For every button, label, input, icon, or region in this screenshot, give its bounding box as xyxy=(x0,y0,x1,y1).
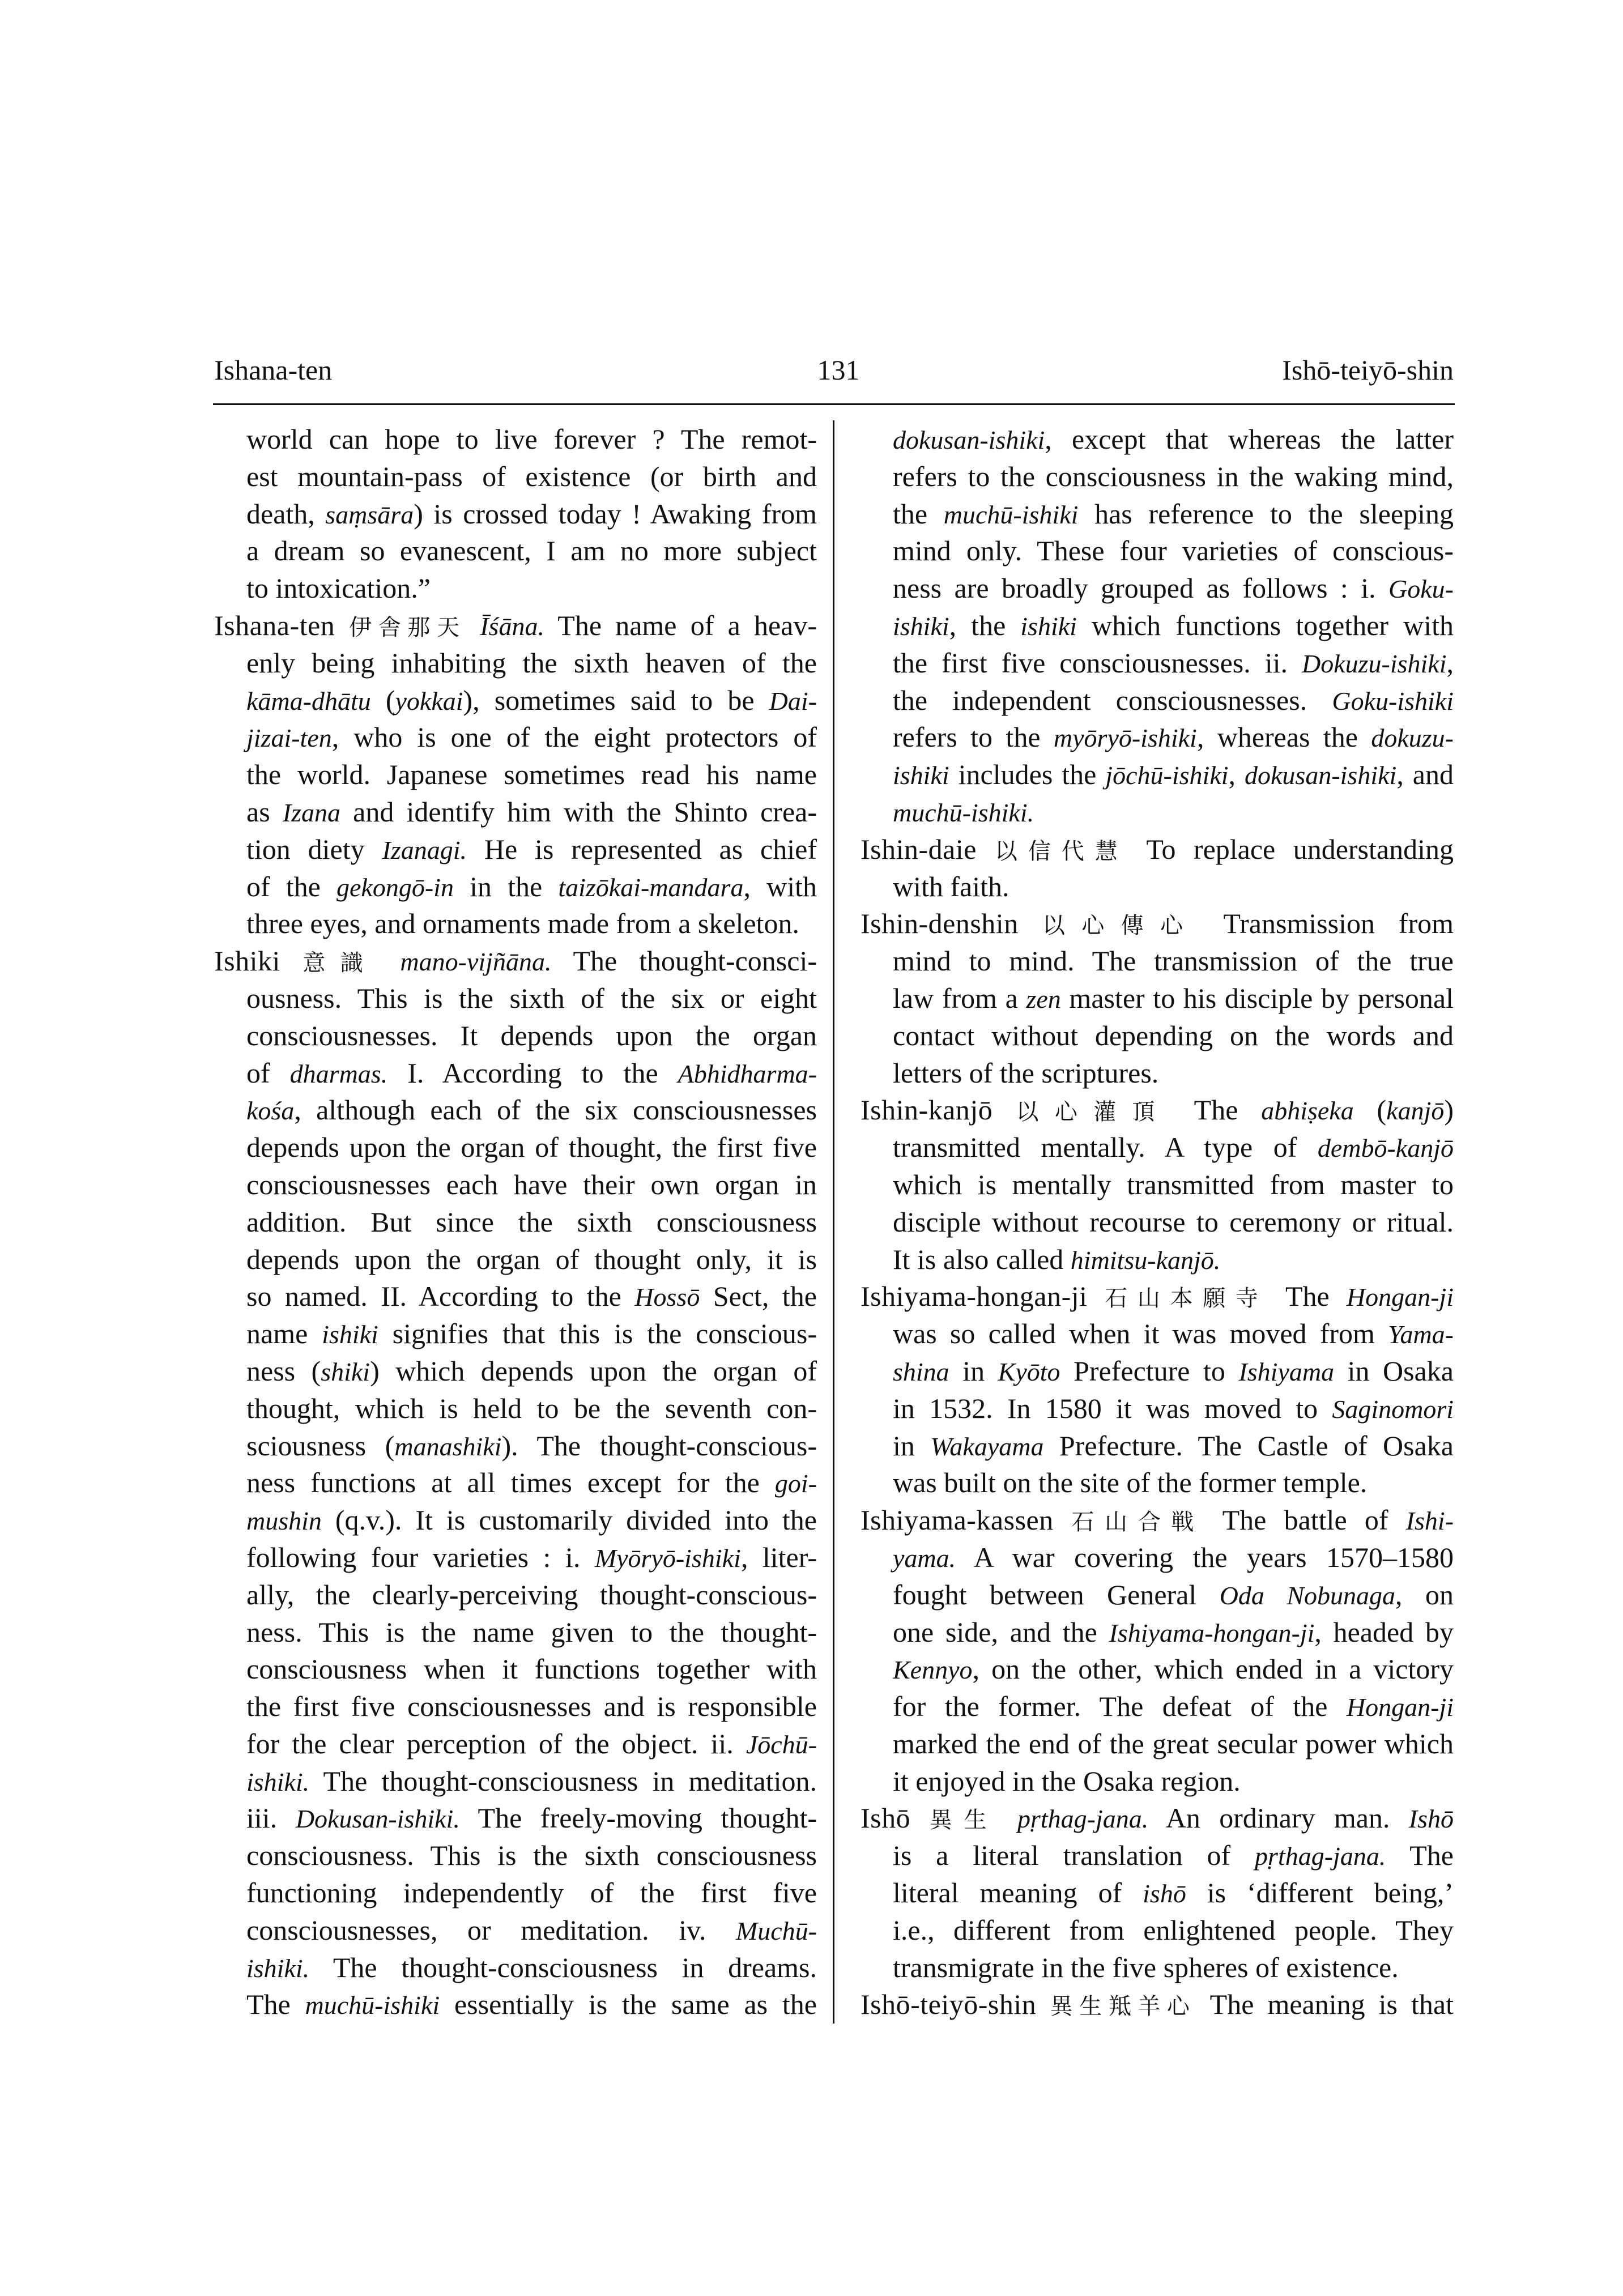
text-line xyxy=(246,1577,817,1614)
text-run: essentially is the same as the xyxy=(440,1988,817,2021)
italic-term: himitsu-kanjō. xyxy=(1070,1245,1221,1275)
text-line xyxy=(246,1204,817,1241)
text-run: ness. This is the name given to the thought- xyxy=(246,1616,817,1648)
text-run: The name of a heav- xyxy=(544,609,817,641)
text-line xyxy=(893,607,1454,645)
text-run: the first five consciousnesses and is responsible xyxy=(246,1690,817,1723)
headword: Ishō-teiyō-shin xyxy=(861,1988,1050,2021)
kanji-term: 異生 xyxy=(929,1807,1017,1834)
text-line xyxy=(893,1539,1454,1577)
text-run: enly being inhabiting the sixth heaven of the xyxy=(246,646,817,679)
text-run: The thought-consciousness in dreams. xyxy=(309,1951,817,1983)
text-run: includes the xyxy=(949,759,1106,791)
italic-term: pṛthag-jana. xyxy=(1255,1842,1386,1871)
italic-term: mano-vijñāna. xyxy=(400,947,552,977)
text-run: which is mentally transmitted from master to xyxy=(893,1168,1454,1200)
text-run: The xyxy=(1194,1094,1262,1126)
text-line xyxy=(246,1912,817,1949)
italic-term: Izanagi. xyxy=(382,835,467,864)
kanji-term: 異生羝羊心 xyxy=(1050,1993,1210,2020)
italic-term: Hossō xyxy=(634,1283,700,1312)
text-run: disciple without recourse to ceremony or ritual. xyxy=(893,1205,1454,1238)
text-run: ) xyxy=(1444,1094,1454,1126)
italic-term: Dai- xyxy=(769,686,817,715)
text-run: law from a xyxy=(893,982,1026,1014)
text-line xyxy=(893,1577,1454,1614)
text-line xyxy=(246,1502,817,1539)
text-run: est mountain-pass of existence (or birth and xyxy=(246,460,817,492)
text-run: so named. II. According to the xyxy=(246,1280,635,1313)
text-run: letters of the scriptures. xyxy=(893,1057,1159,1089)
text-line xyxy=(246,980,817,1017)
text-line xyxy=(246,421,817,458)
italic-term: Dokuzu-ishiki xyxy=(1301,649,1447,678)
text-run: ally, the clearly-perceiving thought-conscious- xyxy=(246,1578,817,1611)
italic-term: Ishiyama xyxy=(1238,1357,1335,1386)
text-run: for the former. The defeat of the xyxy=(893,1690,1347,1723)
text-line xyxy=(893,980,1454,1017)
text-line xyxy=(246,719,817,756)
text-run: a dream so evanescent, I am no more subject xyxy=(246,535,817,567)
text-run: transmigrate in the five spheres of existence. xyxy=(893,1951,1399,1983)
text-run: three eyes, and ornaments made from a skeleton. xyxy=(246,908,800,940)
italic-term: Myōryō-ishiki xyxy=(594,1543,741,1573)
headword: Ishin-denshin xyxy=(861,908,1043,940)
text-run: He is represented as chief xyxy=(467,833,817,865)
text-run: The battle of xyxy=(1222,1504,1406,1536)
text-run: consciousnesses each have their own organ in xyxy=(246,1168,817,1200)
text-line xyxy=(246,1092,817,1129)
text-line xyxy=(893,1390,1454,1428)
text-run: name xyxy=(246,1318,322,1350)
text-run: , liter- xyxy=(740,1541,817,1573)
italic-term: Hongan-ji xyxy=(1346,1693,1454,1722)
text-line xyxy=(893,756,1454,794)
text-line xyxy=(246,1986,817,2024)
italic-term: Jōchū- xyxy=(746,1730,817,1759)
italic-term: dharmas. xyxy=(289,1059,388,1088)
italic-term: taizōkai-mandara xyxy=(558,872,744,902)
text-line xyxy=(893,496,1454,533)
text-line xyxy=(893,1428,1454,1465)
text-run: the xyxy=(893,497,944,530)
text-line xyxy=(246,1763,817,1800)
text-run: The xyxy=(1285,1280,1347,1313)
text-run: , although each of the six consciousnesses xyxy=(294,1094,817,1126)
text-run: in Osaka xyxy=(1334,1354,1454,1387)
text-run: , on the other, which ended in a victory xyxy=(972,1653,1454,1685)
text-line xyxy=(246,1055,817,1092)
text-run: ( xyxy=(370,684,395,716)
text-line xyxy=(246,1837,817,1875)
italic-term: mushin xyxy=(246,1506,322,1536)
text-run: The freely-moving thought- xyxy=(459,1802,817,1834)
text-run: to intoxication.” xyxy=(246,572,431,604)
italic-term: yokkai xyxy=(395,686,463,715)
italic-term: muchū-ishiki xyxy=(305,1991,440,2020)
italic-term: saṃsāra xyxy=(325,500,414,529)
text-line xyxy=(893,1949,1454,1987)
text-run: , and xyxy=(1396,759,1454,791)
text-line xyxy=(246,905,817,943)
text-run: An ordinary man. xyxy=(1148,1802,1409,1834)
text-run: ), sometimes said to be xyxy=(463,684,769,716)
text-run: , except that whereas the latter xyxy=(1045,423,1454,455)
italic-term: Hongan-ji xyxy=(1346,1283,1454,1312)
text-run: addition. But since the sixth consciousness xyxy=(246,1205,817,1238)
text-line xyxy=(893,1464,1454,1502)
italic-term: abhiṣeka xyxy=(1261,1096,1354,1126)
text-line xyxy=(246,1800,817,1837)
text-run: which functions together with xyxy=(1076,609,1454,641)
text-run: of the xyxy=(246,870,337,902)
text-run: in xyxy=(893,1429,931,1462)
text-run: consciousness. This is the sixth consciousness xyxy=(246,1839,817,1872)
kanji-term: 以心傳心 xyxy=(1042,913,1224,939)
entry-head-line xyxy=(861,1278,1454,1315)
italic-term: muchū-ishiki. xyxy=(893,798,1034,827)
text-run: thought, which is held to be the seventh con- xyxy=(246,1392,817,1424)
text-run: of xyxy=(246,1057,290,1089)
text-run: the first five consciousnesses. ii. xyxy=(893,646,1302,679)
text-line xyxy=(246,1726,817,1763)
text-line xyxy=(246,1651,817,1688)
left-column xyxy=(214,421,817,2024)
text-line xyxy=(246,1129,817,1166)
text-run: tion diety xyxy=(246,833,382,865)
text-line xyxy=(893,1912,1454,1949)
text-line xyxy=(246,1949,817,1987)
text-run: master to his disciple by personal xyxy=(1060,982,1454,1014)
text-run: functioning independently of the first five xyxy=(246,1877,817,1909)
text-run: world can hope to live forever ? The remot- xyxy=(246,423,817,455)
text-line xyxy=(246,533,817,570)
italic-term: Ishi- xyxy=(1405,1506,1454,1536)
text-line xyxy=(893,1204,1454,1241)
entry-head-line xyxy=(861,1986,1454,2024)
entry-head-line xyxy=(861,831,1454,868)
text-run: The thought-consciousness in meditation. xyxy=(309,1765,817,1797)
text-line xyxy=(893,570,1454,607)
italic-term: Dokusan-ishiki. xyxy=(295,1804,460,1834)
italic-term: shina xyxy=(893,1357,949,1386)
text-run: consciousnesses. It depends upon the organ xyxy=(246,1019,817,1051)
text-run: in the xyxy=(453,870,559,902)
text-run: Prefecture to xyxy=(1060,1354,1239,1387)
text-run: To replace understanding xyxy=(1146,833,1454,865)
text-line xyxy=(893,1614,1454,1651)
text-line xyxy=(893,719,1454,756)
entry-head-line xyxy=(214,607,817,645)
kanji-term: 以心灌頂 xyxy=(1016,1099,1194,1126)
headword: Ishiyama-kassen xyxy=(861,1504,1072,1536)
text-run: ousness. This is the sixth of the six or eight xyxy=(246,982,817,1014)
text-line xyxy=(246,1017,817,1055)
text-run: The meaning is that xyxy=(1209,1988,1454,2021)
entry-head-line xyxy=(214,943,817,980)
text-run: ) is crossed today ! Awaking from xyxy=(414,497,817,530)
text-line xyxy=(246,1241,817,1279)
text-run: with faith. xyxy=(893,870,1009,902)
italic-term: ishō xyxy=(1143,1879,1186,1909)
text-line xyxy=(246,794,817,831)
italic-term: muchū-ishiki xyxy=(943,500,1079,529)
text-run: was so called when it was moved from xyxy=(893,1318,1388,1350)
text-run: Prefecture. The Castle of Osaka xyxy=(1043,1429,1454,1462)
running-head-left: Ishana-ten xyxy=(214,354,333,386)
italic-term: ishiki xyxy=(893,611,949,641)
text-line xyxy=(246,1464,817,1502)
headword: Ishiki xyxy=(214,945,303,977)
text-line xyxy=(246,645,817,682)
text-run: mind to mind. The transmission of the true xyxy=(893,945,1454,977)
right-column xyxy=(861,421,1454,2024)
italic-term: Oda Nobunaga xyxy=(1219,1581,1396,1610)
text-line xyxy=(893,1875,1454,1912)
text-line xyxy=(246,570,817,607)
text-run: contact without depending on the words and xyxy=(893,1019,1454,1051)
text-run: refers to the consciousness in the waking mind, xyxy=(893,460,1454,492)
page-number: 131 xyxy=(817,354,860,386)
text-line xyxy=(893,1726,1454,1763)
text-line xyxy=(246,496,817,533)
italic-term: Goku- xyxy=(1388,574,1454,604)
kanji-term: 以信代慧 xyxy=(994,838,1147,864)
text-line xyxy=(246,1539,817,1577)
text-line xyxy=(246,868,817,906)
italic-term: Muchū- xyxy=(735,1916,817,1945)
text-line xyxy=(893,943,1454,980)
italic-term: ishiki xyxy=(322,1320,378,1349)
text-run: consciousness when it functions together with xyxy=(246,1653,817,1685)
entry-head-line xyxy=(861,905,1454,943)
text-line xyxy=(893,1017,1454,1055)
text-run: The xyxy=(246,1988,305,2021)
text-run: in xyxy=(949,1354,998,1387)
text-run: following four varieties : i. xyxy=(246,1541,595,1573)
column-divider xyxy=(833,420,834,2024)
text-run: fought between General xyxy=(893,1578,1220,1611)
text-run: (q.v.). It is customarily divided into the xyxy=(321,1504,817,1536)
italic-term: kanjō xyxy=(1386,1096,1445,1126)
italic-term: kāma-dhātu xyxy=(246,686,371,715)
text-run: The thought-consci- xyxy=(551,945,817,977)
text-line xyxy=(246,756,817,794)
text-run: was built on the site of the former temple. xyxy=(893,1467,1368,1499)
italic-term: Īśāna. xyxy=(480,611,544,641)
entry-head-line xyxy=(861,1800,1454,1837)
text-run: Transmission from xyxy=(1223,908,1454,940)
text-line xyxy=(246,1278,817,1315)
text-line xyxy=(246,682,817,719)
text-run: sciousness ( xyxy=(246,1429,395,1462)
italic-term: Kennyo xyxy=(893,1655,973,1685)
text-line xyxy=(246,1688,817,1726)
text-run: It is also called xyxy=(893,1243,1071,1275)
text-run: Sect, the xyxy=(700,1280,817,1313)
italic-term: dokuzu- xyxy=(1371,723,1454,753)
text-run: ness ( xyxy=(246,1354,321,1387)
italic-term: shiki xyxy=(321,1357,370,1386)
text-line xyxy=(893,794,1454,831)
text-run: and identify him with the Shinto crea- xyxy=(340,795,817,828)
headword: Ishin-daie xyxy=(861,833,995,865)
italic-term: Wakayama xyxy=(930,1432,1044,1461)
header-rule xyxy=(213,403,1455,405)
headword: Ishin-kanjō xyxy=(861,1094,1016,1126)
text-run: the independent consciousnesses. xyxy=(893,684,1332,716)
text-run: ). The thought-conscious- xyxy=(501,1429,817,1462)
text-line xyxy=(893,682,1454,719)
headword: Ishiyama-hongan-ji xyxy=(861,1280,1105,1313)
italic-term: jōchū-ishiki xyxy=(1105,761,1229,790)
text-run: one side, and the xyxy=(893,1616,1109,1648)
italic-term: Ishiyama-hongan-ji xyxy=(1109,1618,1315,1647)
text-run: ( xyxy=(1353,1094,1387,1126)
text-run: depends upon the organ of thought only, it is xyxy=(246,1243,817,1275)
text-run: , xyxy=(1446,646,1454,679)
text-run: signifies that this is the conscious- xyxy=(378,1318,817,1350)
text-run: , the xyxy=(949,609,1021,641)
text-run: The xyxy=(1386,1839,1454,1872)
text-line xyxy=(893,533,1454,570)
text-run: ness are broadly grouped as follows : i. xyxy=(893,572,1389,604)
italic-term: zen xyxy=(1026,984,1061,1013)
italic-term: yama. xyxy=(893,1543,956,1573)
kanji-term: 意識 xyxy=(303,950,401,977)
text-run: i.e., different from enlightened people. They xyxy=(893,1914,1454,1946)
text-line xyxy=(246,1353,817,1390)
entry-head-line xyxy=(861,1092,1454,1129)
text-run: as xyxy=(246,795,283,828)
text-line xyxy=(246,831,817,868)
text-run: refers to the xyxy=(893,721,1054,753)
italic-term: myōryō-ishiki xyxy=(1053,723,1197,753)
italic-term: Yama- xyxy=(1388,1320,1454,1349)
text-line xyxy=(246,1614,817,1651)
text-run: for the clear perception of the object. ii. xyxy=(246,1727,746,1760)
kanji-term: 伊舎那天 xyxy=(348,614,480,641)
text-line xyxy=(893,421,1454,458)
italic-term: kośa xyxy=(246,1096,295,1126)
text-run: , on xyxy=(1395,1578,1454,1611)
text-line xyxy=(893,1763,1454,1800)
text-line xyxy=(893,458,1454,496)
running-head-right: Ishō-teiyō-shin xyxy=(1282,354,1454,386)
text-line xyxy=(246,1428,817,1465)
italic-term: Abhidharma- xyxy=(678,1059,817,1088)
italic-term: manashiki xyxy=(394,1432,502,1461)
text-line xyxy=(893,868,1454,906)
text-run: has reference to the sleeping xyxy=(1078,497,1454,530)
italic-term: dokusan-ishiki xyxy=(893,425,1045,454)
italic-term: gekongō-in xyxy=(336,872,454,902)
italic-term: ishiki xyxy=(893,761,949,790)
text-run: death, xyxy=(246,497,326,530)
italic-term: Kyōto xyxy=(998,1357,1060,1386)
text-run: consciousnesses, or meditation. iv. xyxy=(246,1914,736,1946)
text-run: , xyxy=(1228,759,1245,791)
text-line xyxy=(246,1166,817,1204)
text-run: ness functions at all times except for the xyxy=(246,1467,775,1499)
italic-term: Izana xyxy=(282,798,341,827)
text-line xyxy=(893,1315,1454,1353)
kanji-term: 石山合戦 xyxy=(1071,1509,1222,1536)
italic-term: Ishō xyxy=(1408,1804,1454,1834)
italic-term: ishiki. xyxy=(246,1767,310,1796)
italic-term: pṛthag-jana. xyxy=(1017,1804,1149,1834)
text-run: ) which depends upon the organ of xyxy=(370,1354,817,1387)
text-run: it enjoyed in the Osaka region. xyxy=(893,1765,1241,1797)
text-line xyxy=(246,1390,817,1428)
italic-term: Saginomori xyxy=(1332,1394,1454,1424)
text-line xyxy=(246,1315,817,1353)
text-run: , whereas the xyxy=(1196,721,1371,753)
italic-term: ishiki xyxy=(1020,611,1077,641)
text-run: the world. Japanese sometimes read his name xyxy=(246,759,817,791)
italic-term: jizai-ten xyxy=(246,723,332,753)
text-run: depends upon the organ of thought, the first five xyxy=(246,1131,817,1164)
text-run: is ‘different being,’ xyxy=(1186,1877,1454,1909)
headword: Ishana-ten xyxy=(214,609,349,641)
text-run: is a literal translation of xyxy=(893,1839,1255,1872)
kanji-term: 石山本願寺 xyxy=(1105,1285,1285,1312)
text-run: iii. xyxy=(246,1802,296,1834)
text-run: marked the end of the great secular power which xyxy=(893,1727,1454,1760)
text-run: I. According to the xyxy=(387,1057,678,1089)
entry-head-line xyxy=(861,1502,1454,1539)
text-line xyxy=(893,1353,1454,1390)
text-line xyxy=(893,1837,1454,1875)
text-line xyxy=(246,458,817,496)
text-run: , headed by xyxy=(1314,1616,1454,1648)
text-run: in 1532. In 1580 it was moved to xyxy=(893,1392,1332,1424)
text-line xyxy=(893,1166,1454,1204)
italic-term: dembō-kanjō xyxy=(1317,1134,1454,1163)
italic-term: goi- xyxy=(774,1469,817,1498)
headword: Ishō xyxy=(861,1802,930,1834)
italic-term: Goku-ishiki xyxy=(1332,686,1454,715)
text-line xyxy=(893,1055,1454,1092)
italic-term: ishiki. xyxy=(246,1953,310,1983)
text-line xyxy=(893,1241,1454,1279)
text-line xyxy=(246,1875,817,1912)
text-run: , with xyxy=(743,870,817,902)
italic-term: dokusan-ishiki xyxy=(1245,761,1397,790)
text-run: transmitted mentally. A type of xyxy=(893,1131,1318,1164)
text-line xyxy=(893,1129,1454,1166)
text-run: literal meaning of xyxy=(893,1877,1143,1909)
text-run: , who is one of the eight protectors of xyxy=(331,721,817,753)
text-run: A war covering the years 1570–1580 xyxy=(956,1541,1454,1573)
text-line xyxy=(893,645,1454,682)
text-line xyxy=(893,1651,1454,1688)
text-run: mind only. These four varieties of conscious- xyxy=(893,535,1454,567)
text-line xyxy=(893,1688,1454,1726)
